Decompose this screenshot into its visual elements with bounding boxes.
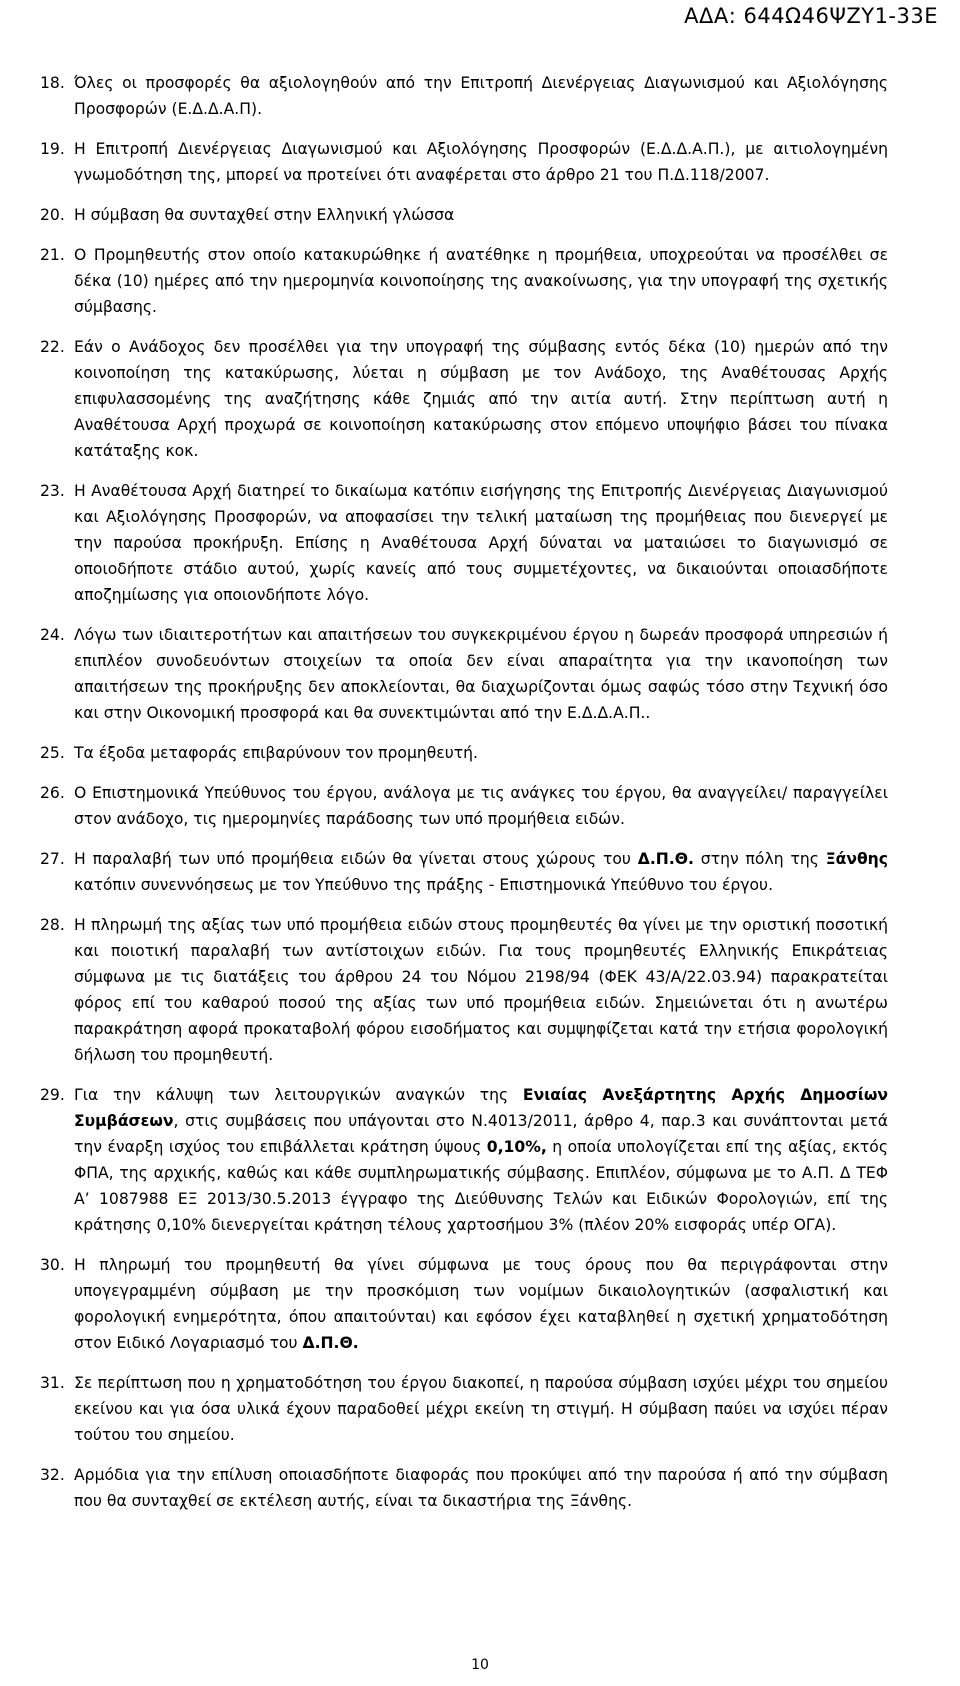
- clause-32: [40, 1462, 888, 1514]
- clause-30: [40, 1252, 888, 1356]
- clause-21: [40, 242, 888, 320]
- clause-28: [40, 912, 888, 1068]
- clause-text: [74, 846, 888, 898]
- clause-text: Εάν ο Ανάδοχος δεν προσέλθει για την υπογραφή της σύμβασης εντός δέκα (10) ημερών από την κοινοποίηση της κατακύρωσης, λύεται η σύμβαση με τον Ανάδοχο, της Αναθέτουσας Αρχής επιφυλασσομένης της αναζήτησης κάθε ζημιάς από την αιτία αυτή. Στην περίπτωση αυτή η Αναθέτουσα Αρχή προχωρά σε κοινοποίηση κατακύρωσης στον επόμενο υποψήφιο βάσει του πίνακα κατάταξης κοκ.: [74, 338, 888, 460]
- clause-number: 31.: [40, 1374, 65, 1392]
- clause-text-part: Η πληρωμή του προμηθευτή θα γίνει σύμφωνα με τους όρους που θα περιγράφονται στην υπογεγραμμένη σύμβαση με την προσκόμιση των νομίμων δικαιολογητικών (ασφαλιστική και φορολογική ενημερότητα, όπου απαιτούνται) και εφόσον έχει καταβληθεί η σχετική χρηματοδότηση στον Ειδικό Λογαριασμό του: [74, 1256, 888, 1352]
- clause-number: 27.: [40, 850, 65, 868]
- clause-text-part: κατόπιν συνεννόησεως με τον Υπεύθυνο της πράξης - Επιστημονικά Υπεύθυνο του έργου.: [74, 876, 774, 894]
- clause-number: 23.: [40, 482, 65, 500]
- clause-number: 29.: [40, 1086, 65, 1104]
- clause-text: [74, 1082, 888, 1238]
- clause-bold-text: Δ.Π.Θ.: [637, 850, 694, 868]
- clause-31: [40, 1370, 888, 1448]
- clause-23: [40, 478, 888, 608]
- clause-bold-text: Ξάνθης: [825, 850, 888, 868]
- clause-number: 32.: [40, 1466, 65, 1484]
- clause-number: 19.: [40, 140, 65, 158]
- clause-text: Η σύμβαση θα συνταχθεί στην Ελληνική γλώσσα: [74, 206, 455, 224]
- clause-number: 21.: [40, 246, 65, 264]
- clause-text: Λόγω των ιδιαιτεροτήτων και απαιτήσεων του συγκεκριμένου έργου η δωρεάν προσφορά υπηρεσιών ή επιπλέον συνοδευόντων στοιχείων τα οποία δεν είναι απαραίτητα για την ικανοποίηση των απαιτήσεων της προκήρυξης δεν αποκλείονται, θα διαχωρίζονται όμως σαφώς τόσο στην Τεχνική όσο και στην Οικονομική προσφορά και θα συνεκτιμώνται από την Ε.Δ.Δ.Α.Π..: [74, 626, 888, 722]
- clause-20: [40, 202, 888, 228]
- clause-number: 26.: [40, 784, 65, 802]
- clause-number: 24.: [40, 626, 65, 644]
- clause-number: 18.: [40, 74, 65, 92]
- clause-number: 22.: [40, 338, 65, 356]
- clause-number: 25.: [40, 744, 65, 762]
- clause-text-part: η οποία υπολογίζεται επί της αξίας, εκτός ΦΠΑ, της αρχικής, καθώς και κάθε συμπληρωματικής σύμβασης. Επιπλέον, σύμφωνα με το Α.Π. Δ ΤΕΦ Α’ 1087988 ΕΞ 2013/30.5.2013 έγγραφο της Διεύθυνσης Τελών και Ειδικών Φορολογιών, επί της κράτησης 0,10% διενεργείται κράτηση τέλους χαρτοσήμου 3% (πλέον 20% εισφοράς υπέρ ΟΓΑ).: [74, 1138, 889, 1234]
- clause-text-part: Για την κάλυψη των λειτουργικών αναγκών της: [74, 1086, 523, 1104]
- clause-bold-text: 0,10%,: [486, 1138, 547, 1156]
- clause-bold-text: Ενιαίας Ανεξάρτητης Αρχής Δημοσίων Συμβάσεων: [74, 1086, 888, 1130]
- clause-text: Αρμόδια για την επίλυση οποιασδήποτε διαφοράς που προκύψει από την παρούσα ή από την σύμβαση που θα συνταχθεί σε εκτέλεση αυτής, είναι τα δικαστήρια της Ξάνθης.: [74, 1466, 888, 1510]
- clause-text: [74, 1252, 888, 1356]
- clause-text-part: , στις συμβάσεις που υπάγονται στο Ν.4013/2011, άρθρο 4, παρ.3 και συνάπτονται μετά την έναρξη ισχύος του επιβάλλεται κράτηση ύψους: [74, 1112, 888, 1156]
- clause-26: [40, 780, 888, 832]
- clause-24: [40, 622, 888, 726]
- clause-number: 28.: [40, 916, 65, 934]
- clause-29: [40, 1082, 888, 1238]
- clause-text: Όλες οι προσφορές θα αξιολογηθούν από την Επιτροπή Διενέργειας Διαγωνισμού και Αξιολόγησης Προσφορών (Ε.Δ.Δ.Α.Π).: [74, 74, 888, 118]
- terms-list: [40, 70, 888, 1514]
- clause-text: Η πληρωμή της αξίας των υπό προμήθεια ειδών στους προμηθευτές θα γίνει με την οριστική ποσοτική και ποιοτική παραλαβή των αντίστοιχων ειδών. Για τους προμηθευτές Ελληνικής Επικράτειας σύμφωνα με τις διατάξεις του άρθρου 24 του Νόμου 2198/94 (ΦΕΚ 43/Α/22.03.94) παρακρατείται φόρος επί του καθαρού ποσού της αξίας των υπό προμήθεια ειδών. Σημειώνεται ότι η ανωτέρω παρακράτηση αφορά προκαταβολή φόρου εισοδήματος και συμψηφίζεται κατά την ετήσια φορολογική δήλωση του προμηθευτή.: [74, 916, 888, 1064]
- clause-bold-text: Δ.Π.Θ.: [302, 1334, 359, 1352]
- clause-25: [40, 740, 888, 766]
- clause-text-part: στην πόλη της: [693, 850, 826, 868]
- clause-19: [40, 136, 888, 188]
- clause-text: Ο Προμηθευτής στον οποίο κατακυρώθηκε ή ανατέθηκε η προμήθεια, υποχρεούται να προσέλθει σε δέκα (10) ημέρες από την ημερομηνία κοινοποίησης της ανακοίνωσης, για την υπογραφή της σχετικής σύμβασης.: [74, 246, 888, 316]
- clause-text-part: Η παραλαβή των υπό προμήθεια ειδών θα γίνεται στους χώρους του: [74, 850, 638, 868]
- clause-number: 20.: [40, 206, 65, 224]
- page-number: 10: [471, 1657, 489, 1673]
- clause-text: Ο Επιστημονικά Υπεύθυνος του έργου, ανάλογα με τις ανάγκες του έργου, θα αναγγείλει/ παραγγείλει στον ανάδοχο, τις ημερομηνίες παράδοσης των υπό προμήθεια ειδών.: [74, 784, 888, 828]
- clause-27: [40, 846, 888, 898]
- clause-number: 30.: [40, 1256, 65, 1274]
- clause-text: Σε περίπτωση που η χρηματοδότηση του έργου διακοπεί, η παρούσα σύμβαση ισχύει μέχρι του σημείου εκείνου και για όσα υλικά έχουν παραδοθεί μέχρι εκείνη τη στιγμή. Η σύμβαση παύει να ισχύει πέραν τούτου του σημείου.: [74, 1374, 888, 1444]
- clause-text: Η Επιτροπή Διενέργειας Διαγωνισμού και Αξιολόγησης Προσφορών (Ε.Δ.Δ.Α.Π.), με αιτιολογημένη γνωμοδότηση της, μπορεί να προτείνει ότι αναφέρεται στο άρθρο 21 του Π.Δ.118/2007.: [74, 140, 888, 184]
- document-code: ΑΔΑ: 644Ω46ΨΖΥ1-33Ε: [684, 4, 938, 28]
- clause-text: Η Αναθέτουσα Αρχή διατηρεί το δικαίωμα κατόπιν εισήγησης της Επιτροπής Διενέργειας Διαγωνισμού και Αξιολόγησης Προσφορών, να αποφασίσει την τελική ματαίωση της προμήθειας που διενεργεί με την παρούσα προκήρυξη. Επίσης η Αναθέτουσα Αρχή δύναται να ματαιώσει το διαγωνισμό σε οποιοδήποτε στάδιο αυτού, χωρίς κανείς από τους συμμετέχοντες, να δικαιούνται οποιασδήποτε αποζημίωσης για οποιονδήποτε λόγο.: [74, 482, 888, 604]
- clause-22: [40, 334, 888, 464]
- clause-18: [40, 70, 888, 122]
- clause-text: Τα έξοδα μεταφοράς επιβαρύνουν τον προμηθευτή.: [74, 744, 478, 762]
